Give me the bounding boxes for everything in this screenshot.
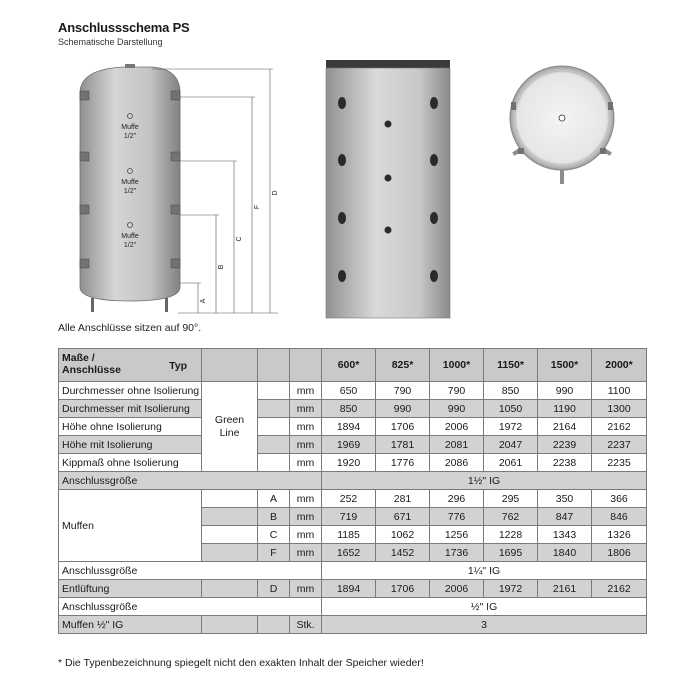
cell-value: 847 <box>538 508 592 526</box>
cell-value: 3 <box>322 616 647 634</box>
header-typ: Typ <box>169 360 187 372</box>
cell-value: 2006 <box>430 580 484 598</box>
table-row <box>59 400 647 418</box>
muffe-size: 1/2" <box>123 188 137 195</box>
row-unit: Stk. <box>290 616 322 634</box>
row-code: D <box>258 580 290 598</box>
cell-value: 2081 <box>430 436 484 454</box>
cell-value: 1736 <box>430 544 484 562</box>
cell-value: 1706 <box>376 418 430 436</box>
header-type: 600* <box>322 349 376 382</box>
foot-bottom <box>560 170 564 184</box>
row-label: Durchmesser mit Isolierung <box>59 400 202 418</box>
cell-value: 1972 <box>484 580 538 598</box>
socket <box>80 91 89 100</box>
cell-value: 296 <box>430 490 484 508</box>
cell-value: 1776 <box>376 454 430 472</box>
table-row <box>59 580 647 598</box>
cell-value: 1300 <box>592 400 647 418</box>
cell-value: 990 <box>538 382 592 400</box>
cell-value: 281 <box>376 490 430 508</box>
socket <box>171 259 180 268</box>
muffe-size: 1/2" <box>123 242 137 249</box>
cell-value: 1781 <box>376 436 430 454</box>
tank-leg-right <box>165 298 168 312</box>
row-label: Höhe mit Isolierung <box>59 436 202 454</box>
table-header-row <box>59 349 647 382</box>
row-unit: mm <box>290 418 322 436</box>
cell-value: 990 <box>376 400 430 418</box>
cell-value: 1840 <box>538 544 592 562</box>
cell-value: 1894 <box>322 580 376 598</box>
dim-label-a: A <box>200 298 207 304</box>
cell-value: ½" IG <box>322 598 647 616</box>
cell-value: 1652 <box>322 544 376 562</box>
table-row <box>59 490 647 508</box>
top-tab <box>511 102 516 110</box>
cell-value: 1228 <box>484 526 538 544</box>
jacket-muffe <box>385 227 392 234</box>
row-label: Muffen <box>59 490 202 562</box>
cell-value: 2164 <box>538 418 592 436</box>
green-line-cell <box>202 382 258 472</box>
row-code: F <box>258 544 290 562</box>
cell-value: 790 <box>430 382 484 400</box>
table-row <box>59 616 647 634</box>
cell-value: 1062 <box>376 526 430 544</box>
row-unit: mm <box>290 508 322 526</box>
row-unit: mm <box>290 526 322 544</box>
jacket-muffe <box>385 121 392 128</box>
cell-value: 2061 <box>484 454 538 472</box>
cell-value: 671 <box>376 508 430 526</box>
cell-value: 850 <box>322 400 376 418</box>
jacket-port <box>338 154 346 166</box>
row-label: Durchmesser ohne Isolierung <box>59 382 202 400</box>
muffe-size: 1/2" <box>123 133 137 140</box>
header-anschluesse: Anschlüsse <box>62 364 121 376</box>
green-line-word: Line <box>219 426 240 439</box>
cell-value: 1894 <box>322 418 376 436</box>
cell-value: 2162 <box>592 418 647 436</box>
cell-value: 1185 <box>322 526 376 544</box>
table-row <box>59 454 647 472</box>
dim-label-b: B <box>218 264 225 270</box>
dim-label-f: F <box>254 204 261 210</box>
cell-value: 762 <box>484 508 538 526</box>
cell-value: 1920 <box>322 454 376 472</box>
cell-value: 2238 <box>538 454 592 472</box>
row-unit: mm <box>290 490 322 508</box>
cell-value: 1972 <box>484 418 538 436</box>
jacket-port <box>338 212 346 224</box>
socket <box>80 152 89 161</box>
top-vent-hole <box>559 115 565 121</box>
cell-value: 1969 <box>322 436 376 454</box>
row-code: C <box>258 526 290 544</box>
cell-value: 2162 <box>592 580 647 598</box>
jacket-port <box>430 212 438 224</box>
cell-value: 2239 <box>538 436 592 454</box>
row-code: A <box>258 490 290 508</box>
cell-value: 846 <box>592 508 647 526</box>
tank-side-view-diagram <box>58 55 288 320</box>
header-type: 825* <box>376 349 430 382</box>
cell-value: 1100 <box>592 382 647 400</box>
cell-value: 1¼" IG <box>322 562 647 580</box>
row-unit: mm <box>290 400 322 418</box>
header-type: 1000* <box>430 349 484 382</box>
jacket-port <box>430 97 438 109</box>
cell-value: 2047 <box>484 436 538 454</box>
cell-value: 1050 <box>484 400 538 418</box>
tank-top-fitting <box>125 64 135 68</box>
cell-value: 2086 <box>430 454 484 472</box>
cell-value: 776 <box>430 508 484 526</box>
jacket-port <box>430 270 438 282</box>
cell-value: 2161 <box>538 580 592 598</box>
row-label: Entlüftung <box>59 580 202 598</box>
cell-value: 350 <box>538 490 592 508</box>
cell-value: 1806 <box>592 544 647 562</box>
jacket-port <box>338 270 346 282</box>
connection-note: Alle Anschlüsse sitzen auf 90°. <box>58 322 202 334</box>
cell-value: 366 <box>592 490 647 508</box>
cell-value: 990 <box>430 400 484 418</box>
row-label: Anschlussgröße <box>59 562 322 580</box>
jacket-port <box>338 97 346 109</box>
muffe-label: Muffe <box>121 179 139 186</box>
table-row <box>59 418 647 436</box>
row-label: Anschlussgröße <box>59 598 322 616</box>
tank-front-view-diagram <box>322 58 454 320</box>
footnote: * Die Typenbezeichnung spiegelt nicht den exakten Inhalt der Speicher wieder! <box>58 657 424 669</box>
row-unit: mm <box>290 436 322 454</box>
page-subtitle: Schematische Darstellung <box>58 37 163 47</box>
muffe-label: Muffe <box>121 124 139 131</box>
header-type: 2000* <box>592 349 647 382</box>
socket <box>80 259 89 268</box>
cell-value: 2237 <box>592 436 647 454</box>
jacket-cap <box>326 60 450 68</box>
tank-leg-left <box>91 298 94 312</box>
jacket-port <box>430 154 438 166</box>
dim-label-c: C <box>236 236 243 242</box>
row-label: Anschlussgröße <box>59 472 322 490</box>
row-code: B <box>258 508 290 526</box>
header-masse: Maße / <box>62 352 95 364</box>
header-type: 1500* <box>538 349 592 382</box>
socket <box>80 205 89 214</box>
cell-value: 1343 <box>538 526 592 544</box>
cell-value: 790 <box>376 382 430 400</box>
top-tab <box>600 148 606 154</box>
cell-value: 295 <box>484 490 538 508</box>
top-tab <box>608 102 613 110</box>
row-unit: mm <box>290 382 322 400</box>
row-label: Kippmaß ohne Isolierung <box>59 454 202 472</box>
row-label: Höhe ohne Isolierung <box>59 418 202 436</box>
table-row <box>59 382 647 400</box>
top-tab <box>518 148 524 154</box>
cell-value: 1190 <box>538 400 592 418</box>
table-row <box>59 562 647 580</box>
spec-table <box>58 348 647 634</box>
cell-value: 2235 <box>592 454 647 472</box>
cell-value: 719 <box>322 508 376 526</box>
jacket-muffe <box>385 175 392 182</box>
muffe-label: Muffe <box>121 233 139 240</box>
cell-value: 1452 <box>376 544 430 562</box>
socket <box>171 152 180 161</box>
row-unit: mm <box>290 454 322 472</box>
green-line-word: Green <box>214 413 245 426</box>
cell-value: 1326 <box>592 526 647 544</box>
dim-label-d: D <box>272 190 279 196</box>
socket <box>171 205 180 214</box>
cell-value: 1706 <box>376 580 430 598</box>
row-unit: mm <box>290 580 322 598</box>
cell-value: 2006 <box>430 418 484 436</box>
cell-value: 850 <box>484 382 538 400</box>
socket <box>171 91 180 100</box>
header-masse-typ <box>59 349 202 382</box>
row-label: Muffen ½" IG <box>59 616 202 634</box>
table-row <box>59 436 647 454</box>
cell-value: 252 <box>322 490 376 508</box>
row-unit: mm <box>290 544 322 562</box>
table-row <box>59 598 647 616</box>
tank-top-view-diagram <box>498 62 626 190</box>
cell-value: 1256 <box>430 526 484 544</box>
cell-value: 1½" IG <box>322 472 647 490</box>
header-type: 1150* <box>484 349 538 382</box>
page-title: Anschlussschema PS <box>58 20 190 35</box>
cell-value: 650 <box>322 382 376 400</box>
table-row <box>59 472 647 490</box>
cell-value: 1695 <box>484 544 538 562</box>
